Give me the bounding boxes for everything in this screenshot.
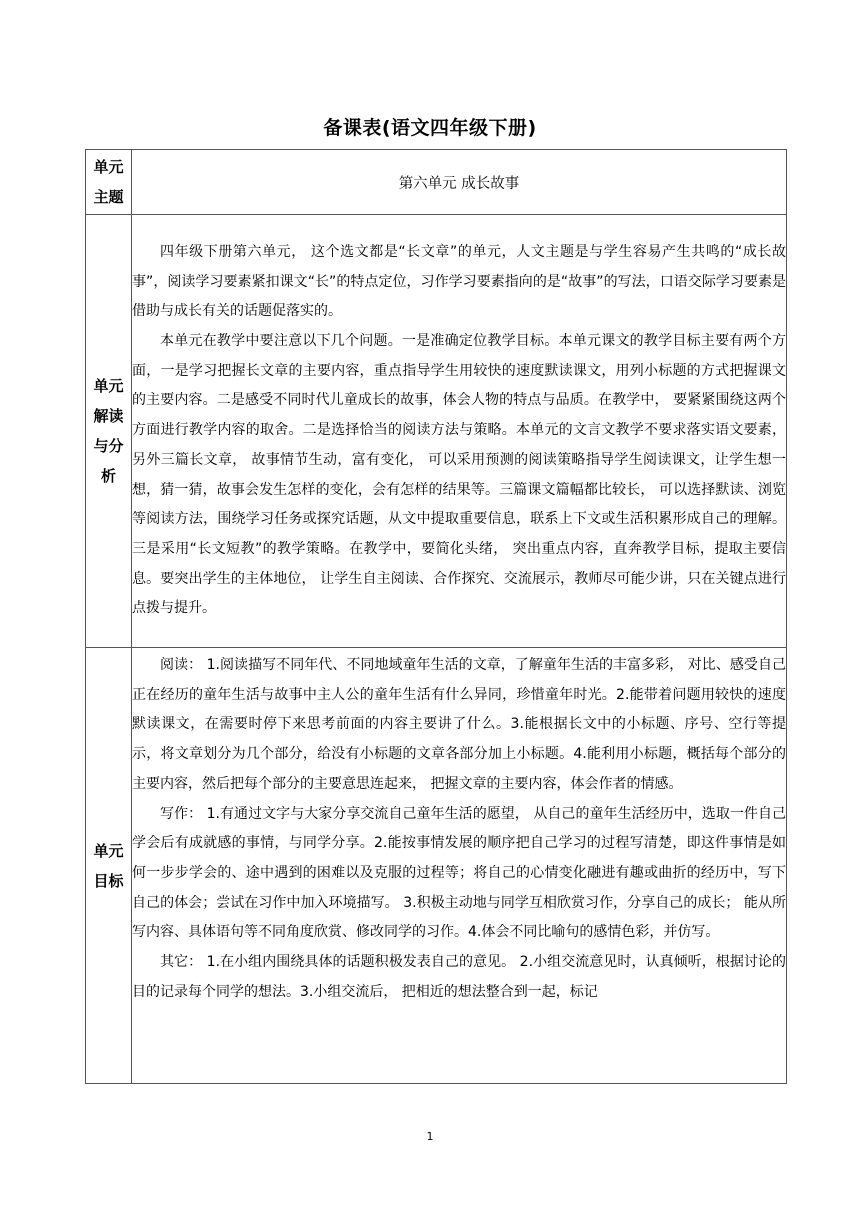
unit-topic-label xyxy=(86,150,132,215)
goals-writing-paragraph: 写作： 1.有通过文字与大家分享交流自己童年生活的愿望， 从自己的童年生活经历中，选取一件自己学会后有成就感的事情，与同学分享。2.能按事情发展的顺序把自己学习的过程写清楚，即这件事情是如何一步步学会的、途中遇到的困难以及克服的过程等；将自己的心情变化融进有趣或曲折的经历中，写下自己的体会；尝试在习作中加入环境描写。 3.积极主动地与同学互相欣赏习作，分享自己的成长； 能从所写内容、具体语句等不同角度欣赏、修改同学的习作。4.体会不同比喻句的感情色彩，并仿写。 xyxy=(132,805,786,941)
label-line: 单元 xyxy=(93,841,124,860)
label-line: 与分 xyxy=(93,437,124,455)
analysis-paragraph: 四年级下册第六单元， 这个选文都是“长文章”的单元，人文主题是与学生容易产生共鸣的“成长故事”，阅读学习要素紧扣课文“长”的特点定位，习作学习要素指向的是“故事”的写法，口语交际学习要素是借助与成长有关的话题促落实的。 xyxy=(132,243,786,320)
label-line: 单元 xyxy=(93,158,124,176)
lesson-plan-table xyxy=(85,149,787,1084)
page-number: 1 xyxy=(426,1130,434,1143)
unit-analysis-label xyxy=(86,215,132,648)
unit-goals-label xyxy=(86,648,132,1084)
goals-other-paragraph: 其它： 1.在小组内围绕具体的话题积极发表自己的意见。 2.小组交流意见时，认真倾听，根据讨论的目的记录每个同学的想法。3.小组交流后， 把相近的想法整合到一起，标记 xyxy=(132,954,786,1000)
goals-reading-paragraph: 阅读： 1.阅读描写不同年代、不同地域童年生活的文章，了解童年生活的丰富多彩， 对比、感受自己正在经历的童年生活与故事中主人公的童年生活有什么异同，珍惜童年时光。2.能带着问题用较快的速度默读课文，在需要时停下来思考前面的内容主要讲了什么。3.能根据长文中的小标题、序号、空行等提示，将文章划分为几个部分，给没有小标题的文章各部分加上小标题。4.能利用小标题，概括每个部分的主要内容，然后把每个部分的主要意思连起来， 把握文章的主要内容，体会作者的情感。 xyxy=(132,657,786,792)
unit-analysis-content xyxy=(132,215,787,648)
label-line: 目标 xyxy=(93,871,124,890)
unit-goals-content xyxy=(132,648,787,1084)
label-line: 解读 xyxy=(93,407,124,425)
label-line: 单元 xyxy=(93,377,124,395)
label-line: 析 xyxy=(100,467,116,485)
label-line: 主题 xyxy=(93,188,124,206)
unit-topic-value: 第六单元 成长故事 xyxy=(132,150,787,215)
unit-goals-row xyxy=(86,648,787,1084)
analysis-paragraph: 本单元在教学中要注意以下几个问题。一是准确定位教学目标。本单元课文的教学目标主要有两个方面，一是学习把握长文章的主要内容，重点指导学生用较快的速度默读课文，用列小标题的方式把握课文的主要内容。二是感受不同时代儿童成长的故事，体会人物的特点与品质。在教学中， 要紧紧围绕这两个方面进行教学内容的取舍。二是选择恰当的阅读方法与策略。本单元的文言文教学不要求落实语文要素，另外三篇长文章， 故事情节生动，富有变化， 可以采用预测的阅读策略指导学生阅读课文，让学生想一想，猜一猜，故事会发生怎样的变化，会有怎样的结果等。三篇课文篇幅都比较长， 可以选择默读、浏览等阅读方法，围绕学习任务或探究话题，从文中提取重要信息，联系上下文或生活积累形成自己的理解。三是采用“长文短教”的教学策略。在教学中，要简化头绪， 突出重点内容，直奔教学目标，提取主要信息。要突出学生的主体地位， 让学生自主阅读、合作探究、交流展示，教师尽可能少讲，只在关键点进行点拨与提升。 xyxy=(132,333,786,617)
unit-topic-row xyxy=(86,150,787,215)
document-title: 备课表(语文四年级下册) xyxy=(323,117,537,139)
unit-analysis-row xyxy=(86,215,787,648)
